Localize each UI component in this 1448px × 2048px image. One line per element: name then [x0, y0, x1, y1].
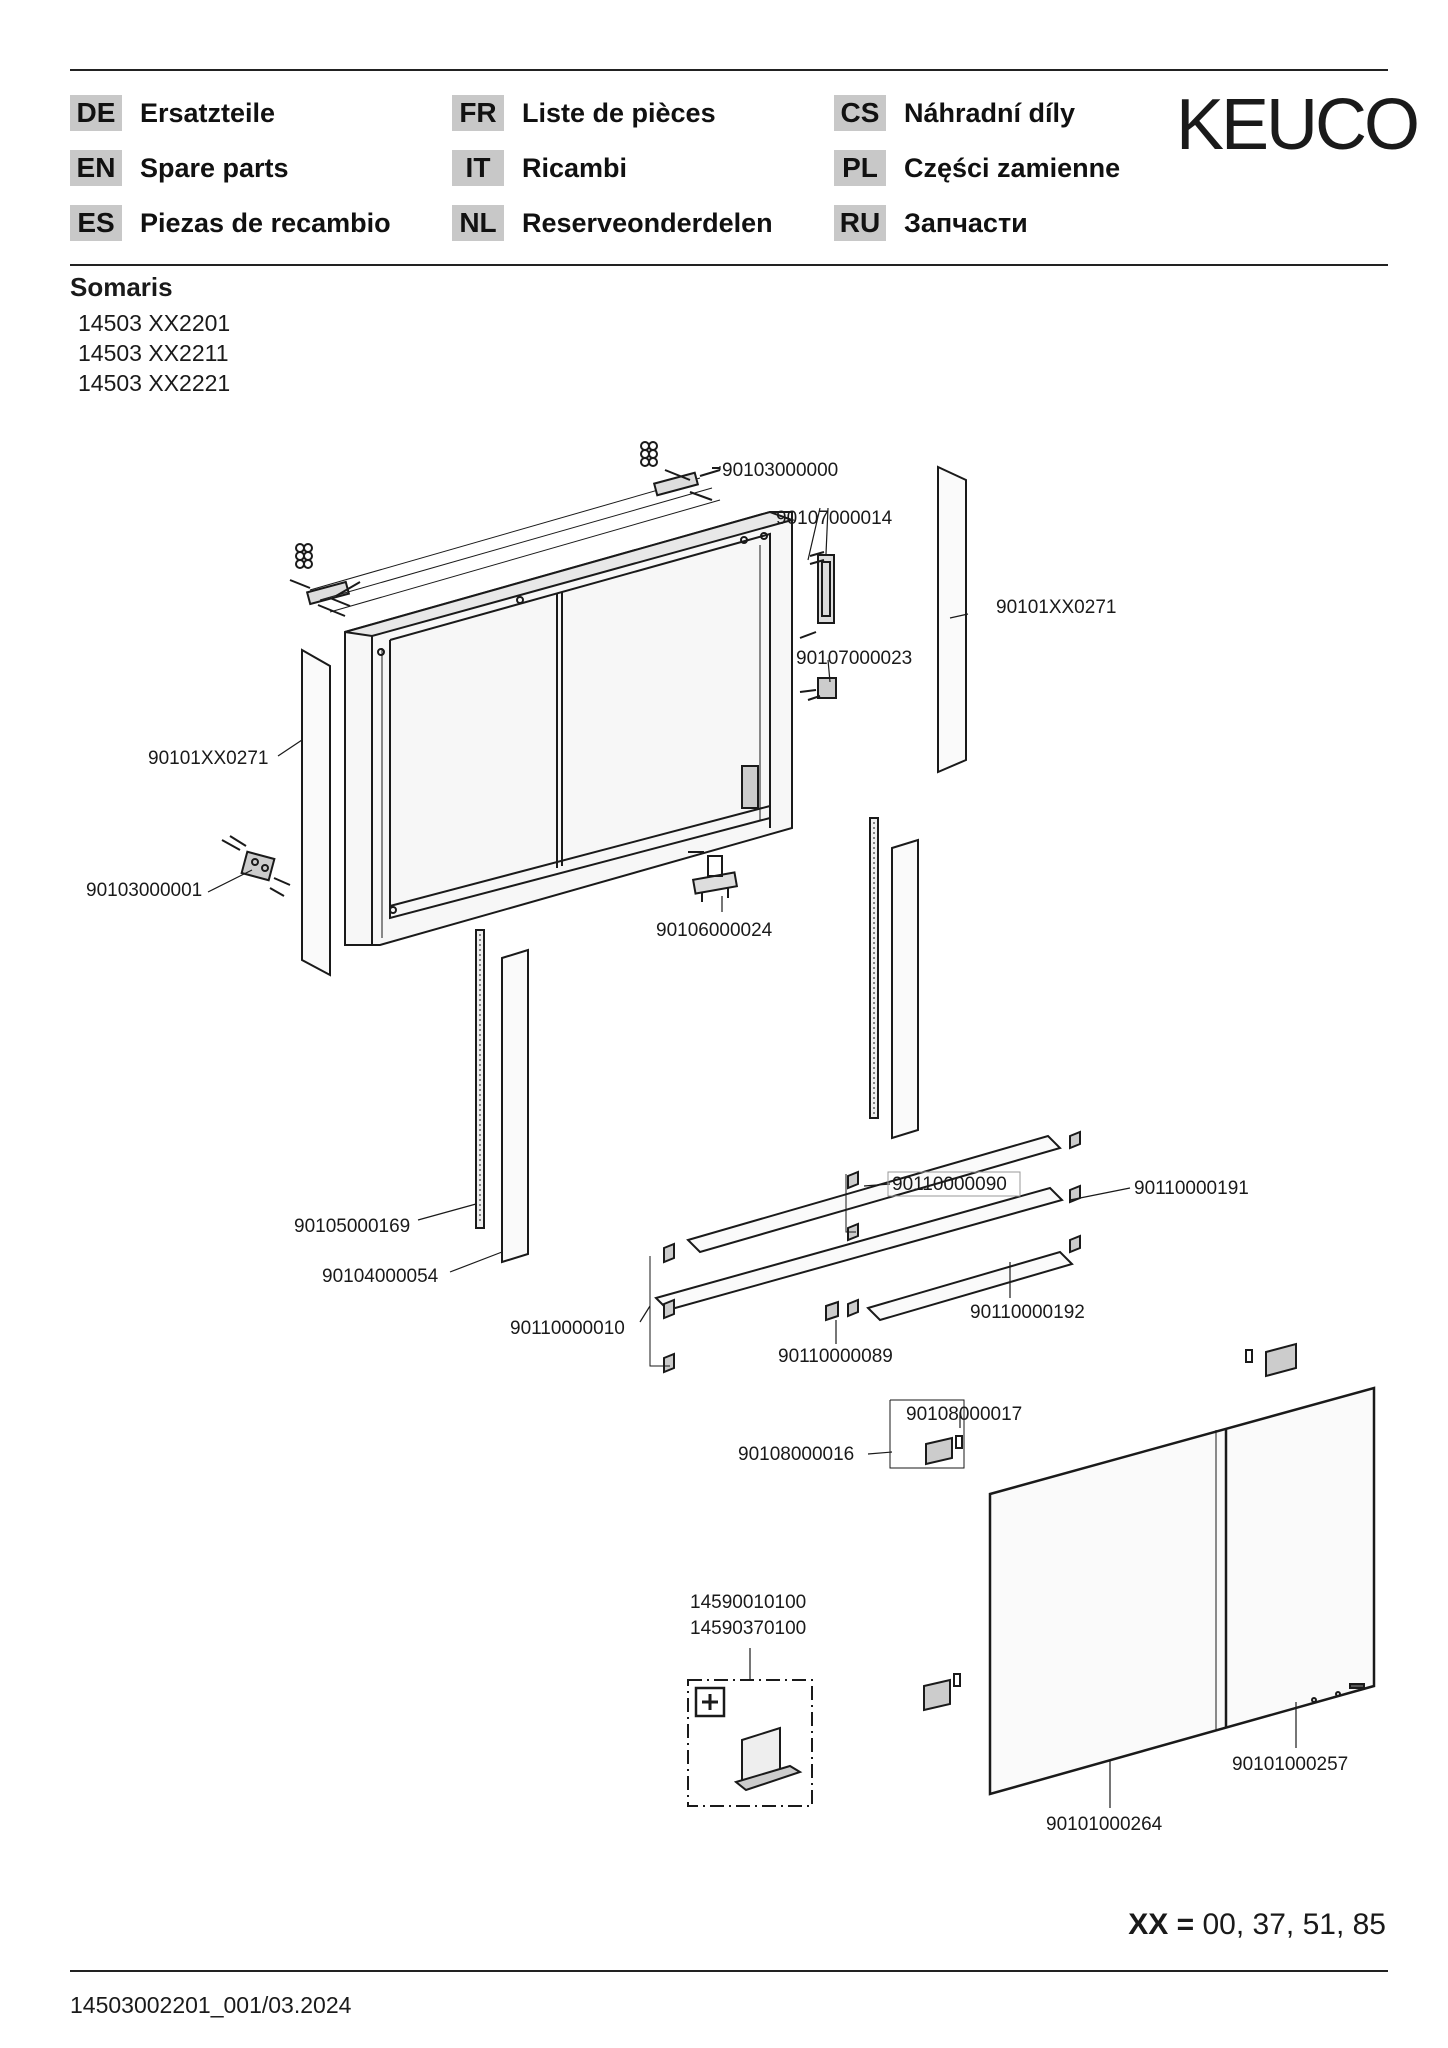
part-label-mount-bracket: 90103000001	[86, 880, 203, 901]
part-label-side-panel-right: 90101XX0271	[996, 597, 1117, 618]
lang-code: ES	[70, 205, 122, 241]
lang-label: Reserveonderdelen	[522, 207, 773, 238]
lang-code: CS	[834, 95, 886, 131]
part-label-shelf-short: 90110000192	[970, 1302, 1085, 1323]
part-label-hinge-plate: 90107000023	[796, 648, 913, 669]
lang-label: Spare parts	[140, 152, 289, 183]
lang-label: Ricambi	[522, 152, 628, 183]
lang-label: Náhradní díly	[904, 97, 1076, 128]
part-label-shelf-wide: 90110000191	[1134, 1178, 1249, 1199]
part-label-shelf-clip: 90110000010	[510, 1318, 625, 1339]
side-panel-right	[938, 467, 966, 772]
part-label-magnet-catch: 90108000017	[906, 1404, 1023, 1425]
catch-lower-left	[924, 1674, 960, 1710]
part-label-shelf-pin-b: 90110000089	[778, 1346, 893, 1367]
product-variant: 14503 XX2201	[78, 310, 231, 336]
lang-code: DE	[70, 95, 122, 131]
part-label-catch-body: 90108000016	[738, 1444, 855, 1465]
part-label-led-strip: 90105000169	[294, 1216, 411, 1237]
lang-code: IT	[452, 150, 504, 186]
mount-bracket	[222, 836, 290, 896]
product-variant: 14503 XX2221	[78, 370, 231, 396]
lang-label: Liste de pièces	[522, 97, 716, 128]
accessory-box	[688, 1680, 812, 1806]
lang-label: Ersatzteile	[140, 97, 276, 128]
lang-code: PL	[834, 150, 886, 186]
light-cover-left	[502, 950, 528, 1262]
lang-code: EN	[70, 150, 122, 186]
part-label-door-right: 90101000257	[1232, 1754, 1349, 1775]
part-label-shelf-pin-a: 90110000090	[892, 1174, 1007, 1195]
part-label-top-mount: 90103000000	[722, 460, 839, 481]
part-label-side-panel-left: 90101XX0271	[148, 748, 269, 769]
bottom-clip	[688, 852, 737, 902]
finish-code-key: XX =	[1128, 1908, 1195, 1941]
lang-label: Piezas de recambio	[140, 207, 391, 238]
lang-code: NL	[452, 205, 504, 241]
finish-code-values: 00, 37, 51, 85	[1202, 1908, 1386, 1941]
side-panel-left	[302, 650, 330, 975]
lang-code: RU	[834, 205, 886, 241]
hinge-set	[800, 552, 836, 700]
part-label-accessory-b: 14590370100	[690, 1618, 807, 1639]
lang-label: Części zamienne	[904, 152, 1121, 183]
mirror-doors	[990, 1388, 1374, 1794]
part-label-door-left: 90101000264	[1046, 1814, 1163, 1835]
part-label-bottom-clip: 90106000024	[656, 920, 773, 941]
part-label-light-cover: 90104000054	[322, 1266, 439, 1287]
part-label-hinge-set: 90107000014	[776, 508, 893, 529]
brand-logo: KEUCO	[1176, 85, 1418, 165]
led-strip-right	[870, 818, 878, 1118]
lang-code: FR	[452, 95, 504, 131]
document-code: 14503002201_001/03.2024	[70, 1992, 352, 2018]
finish-code-note	[1128, 1908, 1386, 1942]
light-cover-right	[892, 840, 918, 1138]
part-label-accessory-a: 14590010100	[690, 1592, 807, 1613]
product-variant: 14503 XX2211	[78, 340, 229, 366]
lang-label: Запчасти	[904, 207, 1028, 238]
led-strip-left	[476, 930, 484, 1228]
catch-top-right	[1246, 1344, 1296, 1376]
product-title: Somaris	[70, 272, 173, 302]
